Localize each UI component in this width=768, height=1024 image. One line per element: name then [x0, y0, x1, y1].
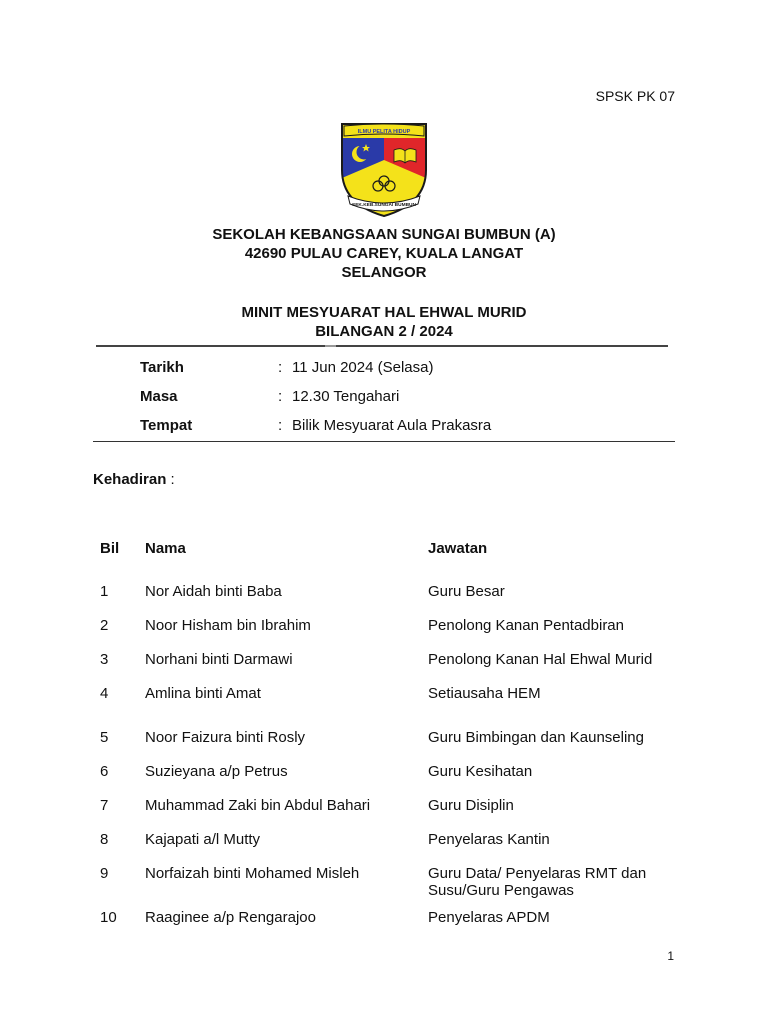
cell-jawatan: Penolong Kanan Pentadbiran: [428, 617, 624, 634]
meta-value: 12.30 Tengahari: [292, 388, 400, 405]
cell-bil: 4: [100, 685, 109, 702]
cell-jawatan: Penyelaras APDM: [428, 909, 550, 926]
cell-bil: 7: [100, 797, 109, 814]
cell-bil: 10: [100, 909, 117, 926]
school-header: [0, 225, 768, 282]
cell-bil: 9: [100, 865, 109, 882]
cell-bil: 5: [100, 729, 109, 746]
table-header: [100, 540, 680, 583]
cell-bil: 3: [100, 651, 109, 668]
attendance-label: Kehadiran: [93, 471, 167, 488]
header-bil: Bil: [100, 540, 120, 557]
attendance-colon: :: [166, 471, 175, 488]
school-crest-icon: [338, 120, 430, 218]
table-row: [100, 685, 680, 729]
table-row: [100, 763, 680, 797]
cell-bil: 1: [100, 583, 109, 600]
table-row: [100, 831, 680, 865]
meta-value: 11 Jun 2024 (Selasa): [292, 359, 434, 376]
cell-bil: 8: [100, 831, 109, 848]
cell-nama: Nor Aidah binti Baba: [145, 583, 282, 600]
header-divider-top: [96, 345, 668, 347]
cell-jawatan: Penolong Kanan Hal Ehwal Murid: [428, 651, 653, 668]
document-reference: SPSK PK 07: [595, 88, 675, 104]
crest-banner: SEK.KEB.SUNGAI BUMBUN: [352, 203, 416, 208]
cell-jawatan: Guru Kesihatan: [428, 763, 533, 780]
cell-nama: Norhani binti Darmawi: [145, 651, 293, 668]
cell-jawatan: Setiausaha HEM: [428, 685, 541, 702]
cell-jawatan: Guru Besar: [428, 583, 505, 600]
cell-nama: Noor Hisham bin Ibrahim: [145, 617, 311, 634]
cell-jawatan: Guru Disiplin: [428, 797, 514, 814]
table-row: [100, 797, 680, 831]
cell-nama: Suzieyana a/p Petrus: [145, 763, 288, 780]
table-row: [100, 909, 680, 939]
meta-label: Tempat: [140, 417, 193, 434]
cell-nama: Noor Faizura binti Rosly: [145, 729, 306, 746]
cell-nama: Kajapati a/l Mutty: [145, 831, 261, 848]
meta-separator: :: [278, 388, 283, 405]
meeting-title: MINIT MESYUARAT HAL EHWAL MURID: [241, 304, 527, 321]
table-row: [100, 865, 680, 909]
cell-nama: Muhammad Zaki bin Abdul Bahari: [145, 797, 371, 814]
attendance-heading: [93, 471, 175, 488]
cell-nama: Amlina binti Amat: [145, 685, 261, 702]
table-row: [100, 617, 680, 651]
meta-label: Tarikh: [140, 359, 184, 376]
header-nama: Nama: [145, 540, 186, 557]
cell-nama: Raaginee a/p Rengarajoo: [145, 909, 316, 926]
cell-jawatan: Guru Data/ Penyelaras RMT dan Susu/Guru Pengawas: [428, 865, 647, 899]
attendance-table: [100, 540, 680, 939]
header-jawatan: Jawatan: [428, 540, 488, 557]
meta-separator: :: [278, 359, 283, 376]
meeting-number: BILANGAN 2 / 2024: [315, 323, 453, 340]
table-row: [100, 729, 680, 763]
school-address: 42690 PULAU CAREY, KUALA LANGAT: [244, 245, 524, 262]
crest-motto: ILMU PELITA HIDUP: [357, 129, 411, 135]
page-number: 1: [667, 949, 674, 963]
cell-jawatan: Guru Bimbingan dan Kaunseling: [428, 729, 644, 746]
meta-value: Bilik Mesyuarat Aula Prakasra: [292, 417, 492, 434]
school-name: SEKOLAH KEBANGSAAN SUNGAI BUMBUN (A): [212, 226, 556, 243]
cell-bil: 2: [100, 617, 109, 634]
table-row: [100, 651, 680, 685]
meta-separator: :: [278, 417, 283, 434]
table-row: [100, 583, 680, 617]
meeting-heading: [0, 303, 768, 341]
cell-bil: 6: [100, 763, 109, 780]
school-state: SELANGOR: [341, 264, 427, 281]
cell-nama: Norfaizah binti Mohamed Misleh: [145, 865, 360, 882]
header-divider-bottom: [93, 441, 675, 442]
meta-label: Masa: [140, 388, 178, 405]
cell-jawatan: Penyelaras Kantin: [428, 831, 550, 848]
